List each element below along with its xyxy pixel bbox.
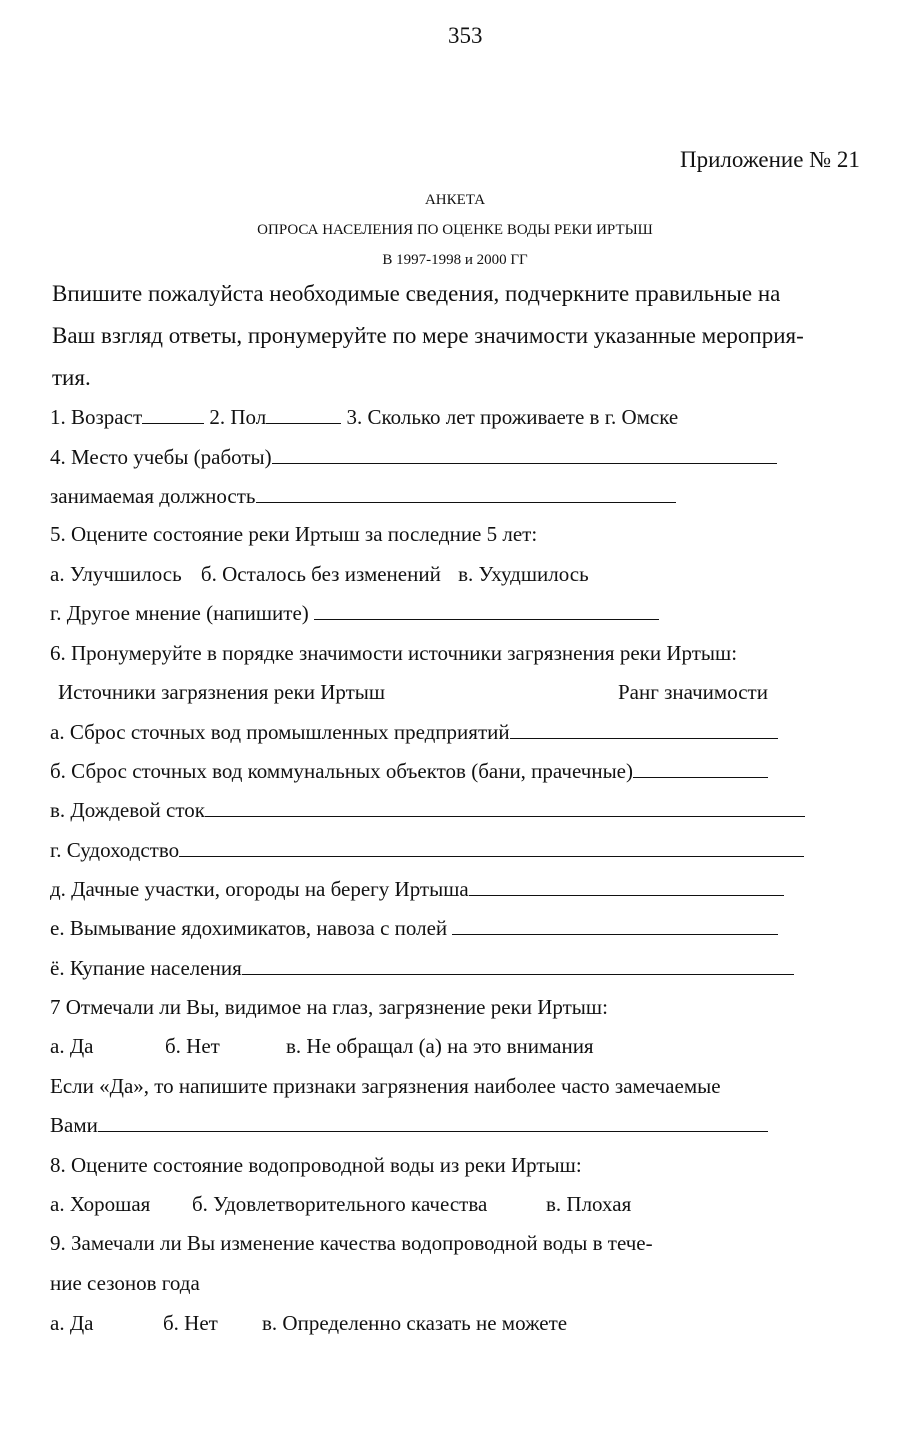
source-label: ё. Купание населения	[50, 956, 242, 980]
source-label: г. Судоходство	[50, 838, 180, 862]
form-title: АНКЕТА	[424, 192, 486, 208]
form-subtitle: ОПРОСА НАСЕЛЕНИЯ ПО ОЦЕНКЕ ВОДЫ РЕКИ ИРТЫШ	[257, 222, 653, 238]
question-5: 5. Оцените состояние реки Иртыш за последние 5 лет:	[50, 522, 538, 546]
q8-option-b[interactable]: б. Удовлетворительного качества	[192, 1192, 488, 1216]
question-7-followup-row	[50, 1111, 768, 1139]
source-row	[50, 914, 778, 942]
workplace-field[interactable]	[272, 446, 777, 464]
q5-option-b[interactable]: б. Осталось без изменений	[200, 562, 441, 586]
question-5-other	[50, 599, 659, 627]
appendix-label: Приложение № 21	[680, 147, 860, 172]
q9-option-a[interactable]: а. Да	[50, 1311, 94, 1335]
rank-field[interactable]	[205, 799, 805, 817]
q7-option-c[interactable]: в. Не обращал (а) на это внимания	[286, 1034, 594, 1058]
question-9-line-1: 9. Замечали ли Вы изменение качества водопроводной воды в тече-	[50, 1231, 653, 1255]
rank-field[interactable]	[179, 839, 804, 857]
question-7: 7 Отмечали ли Вы, видимое на глаз, загрязнение реки Иртыш:	[50, 995, 608, 1019]
question-1-row	[50, 403, 678, 431]
q9-option-c[interactable]: в. Определенно сказать не можете	[262, 1311, 568, 1335]
source-row	[50, 796, 805, 824]
q5-option-a[interactable]: а. Улучшилось	[50, 562, 182, 586]
source-row	[50, 718, 778, 746]
form-years: В 1997-1998 и 2000 ГГ	[382, 252, 528, 268]
position-field[interactable]	[256, 485, 676, 503]
col-sources-header: Источники загрязнения реки Иртыш	[58, 680, 386, 704]
intro-line-1: Впишите пожалуйста необходимые сведения, подчеркните правильные на	[52, 281, 781, 306]
page-number: 353	[448, 23, 483, 48]
q5-other-field[interactable]	[314, 602, 659, 620]
sex-field[interactable]	[266, 406, 341, 424]
q7-option-b[interactable]: б. Нет	[165, 1034, 220, 1058]
source-row	[50, 954, 794, 982]
q7-option-a[interactable]: а. Да	[50, 1034, 94, 1058]
q7-followup-label: Вами	[50, 1113, 98, 1137]
age-label: 1. Возраст	[50, 405, 143, 429]
source-label: б. Сброс сточных вод коммунальных объектов (бани, прачечные)	[50, 759, 633, 783]
q9-option-b[interactable]: б. Нет	[163, 1311, 218, 1335]
source-row	[50, 757, 768, 785]
position-label: занимаемая должность	[50, 484, 256, 508]
source-row	[50, 836, 804, 864]
rank-field[interactable]	[510, 721, 778, 739]
q5-option-c[interactable]: в. Ухудшилось	[458, 562, 589, 586]
rank-field[interactable]	[469, 878, 784, 896]
rank-field[interactable]	[242, 957, 794, 975]
col-rank-header: Ранг значимости	[618, 680, 768, 704]
question-8: 8. Оцените состояние водопроводной воды из реки Иртыш:	[50, 1153, 582, 1177]
source-label: д. Дачные участки, огороды на берегу Иртыша	[50, 877, 469, 901]
source-label: а. Сброс сточных вод промышленных предприятий	[50, 720, 510, 744]
q8-option-a[interactable]: а. Хорошая	[50, 1192, 151, 1216]
intro-line-2: Ваш взгляд ответы, пронумеруйте по мере значимости указанные мероприя-	[52, 323, 804, 348]
sex-label: 2. Пол	[209, 405, 267, 429]
question-6: 6. Пронумеруйте в порядке значимости источники загрязнения реки Иртыш:	[50, 641, 738, 665]
position-row	[50, 482, 676, 510]
workplace-label: 4. Место учебы (работы)	[50, 445, 272, 469]
source-row	[50, 875, 784, 903]
question-7-followup: Если «Да», то напишите признаки загрязнения наиболее часто замечаемые	[50, 1074, 721, 1098]
q8-option-c[interactable]: в. Плохая	[546, 1192, 632, 1216]
rank-field[interactable]	[452, 917, 778, 935]
years-label: 3. Сколько лет проживаете в г. Омске	[346, 405, 679, 429]
question-5-options	[50, 560, 589, 588]
age-field[interactable]	[142, 406, 204, 424]
question-9-line-2: ние сезонов года	[50, 1271, 200, 1295]
rank-field[interactable]	[633, 760, 768, 778]
q5-option-d[interactable]: г. Другое мнение (напишите)	[50, 601, 309, 625]
source-label: е. Вымывание ядохимикатов, навоза с полей	[50, 916, 448, 940]
intro-line-3: тия.	[52, 365, 91, 390]
question-4-row	[50, 443, 777, 471]
q7-signs-field[interactable]	[98, 1114, 768, 1132]
source-label: в. Дождевой сток	[50, 798, 205, 822]
